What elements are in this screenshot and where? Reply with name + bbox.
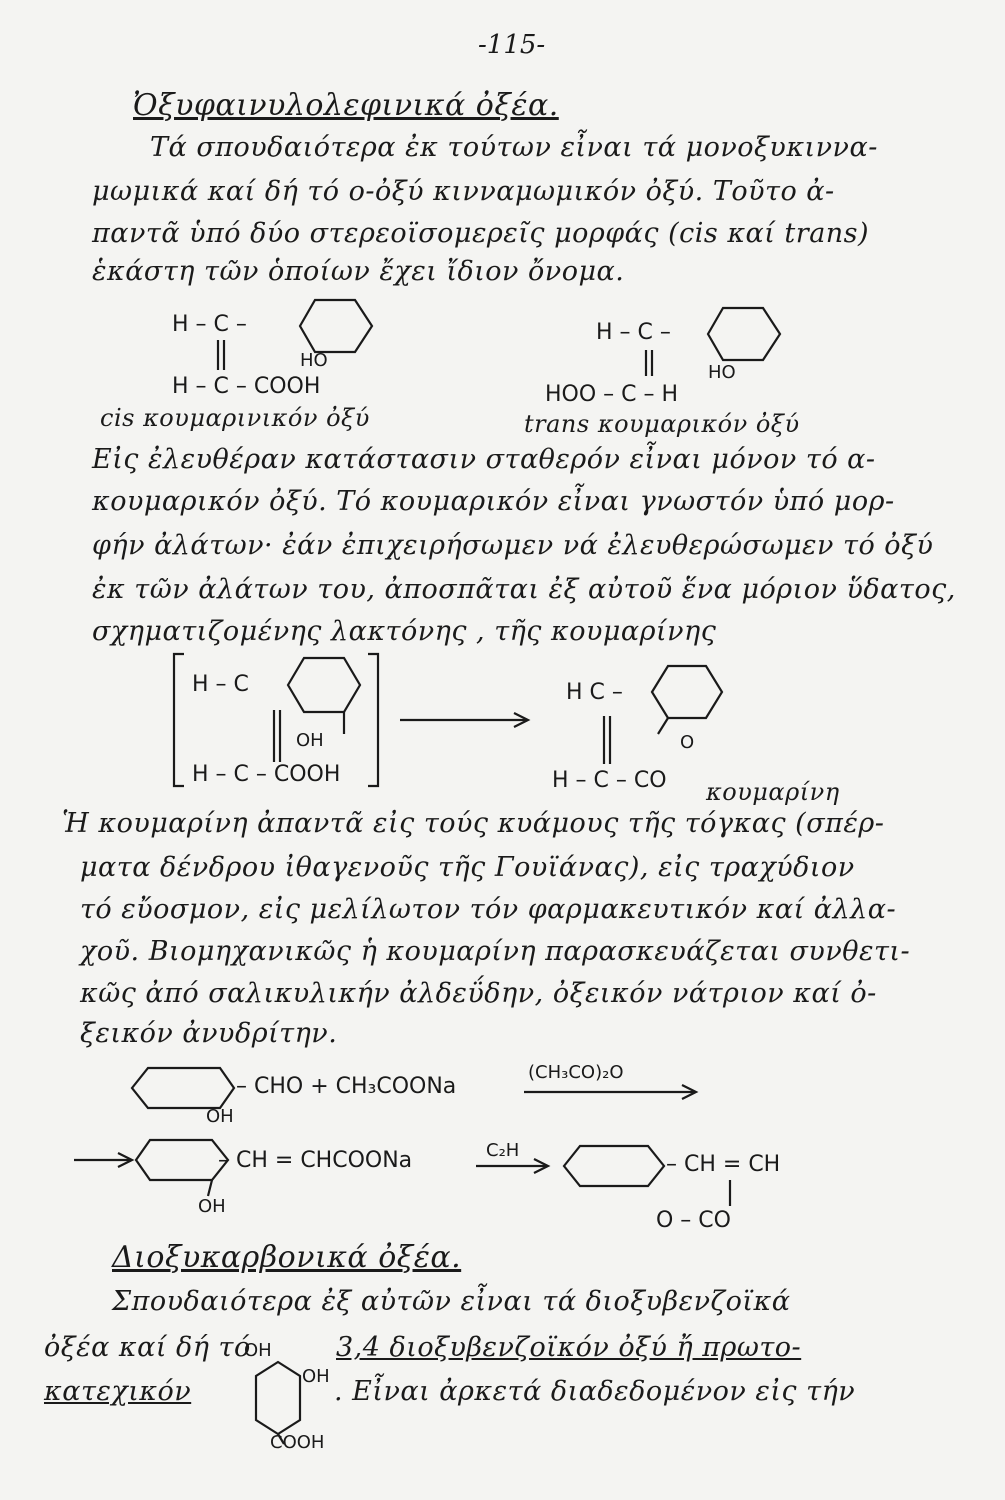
reaction-right-top: H C – (566, 680, 623, 705)
paragraph-line: Ἡ κουμαρίνη ἀπαντᾶ εἰς τούς κυάμους τῆς τόγκας (σπέρ- (62, 808, 885, 839)
single-bond-icon (724, 1178, 738, 1208)
paragraph-line: Τά σπουδαιότερα ἐκ τούτων εἶναι τά μονοξυκιννα- (150, 132, 878, 163)
paragraph-line: τό εὔοσμον, εἰς μελίλωτον τόν φαρμακευτικόν καί ἀλλα- (80, 894, 897, 925)
paragraph-line: ἐκ τῶν ἀλάτων του, ἀποσπᾶται ἐξ αὐτοῦ ἕνα μόριον ὕδατος, (92, 574, 956, 605)
benzene-ring-icon (688, 304, 788, 364)
paragraph-line: φήν ἀλάτων· ἐάν ἐπιχειρήσωμεν νά ἐλευθερώσωμεν τό ὀξύ (92, 530, 934, 561)
paragraph-line: κουμαρικόν ὀξύ. Τό κουμαρικόν εἶναι γνωστόν ὑπό μορ- (92, 486, 895, 517)
section-heading-dioxycarbonic: Διοξυκαρβονικά ὀξέα. (112, 1240, 462, 1275)
reaction-right-o: O (680, 732, 695, 753)
salicylaldehyde-formula: – CHO + CH₃COONa (236, 1074, 457, 1099)
double-bond-icon (212, 338, 232, 372)
section-heading-oxyphenylolefinic: Ὀξυφαινυλολεφινικά ὀξέα. (133, 88, 559, 123)
paragraph-line: Σπουδαιότερα ἐξ αὐτῶν εἶναι τά διοξυβενζοϊκά (112, 1286, 791, 1317)
benzene-ring-icon (280, 296, 380, 356)
double-bond-icon (598, 714, 618, 766)
benzene-ring-icon (128, 1066, 238, 1110)
reaction-left-oh: OH (296, 730, 324, 751)
formula-cis-ho: HO (300, 350, 328, 371)
protocatechuic-cooh: COOH (270, 1432, 325, 1453)
protocatechuic-oh-top: OH (244, 1340, 272, 1361)
paragraph-line: Εἰς ἐλευθέραν κατάστασιν σταθερόν εἶναι μόνον τό α- (92, 444, 876, 475)
paragraph-line: κῶς ἀπό σαλικυλικήν ἀλδεΰδην, ὀξεικόν νάτριον καί ὀ- (80, 978, 877, 1009)
benzene-ring-icon (270, 654, 370, 716)
paragraph-line-underlined: κατεχικόν (44, 1376, 192, 1407)
formula-cis-top: H – C – (172, 312, 247, 337)
hydroxyl-label: OH (198, 1196, 226, 1217)
paragraph-line: ματα δένδρου ἰθαγενοῦς τῆς Γουϊάνας), εἰς τραχύδιον (80, 852, 855, 883)
reagent-acetic-anhydride: (CH₃CO)₂O (528, 1062, 624, 1083)
paragraph-line: παντᾶ ὑπό δύο στερεοϊσομερεῖς μορφάς (cis καί trans) (92, 218, 870, 249)
product-coumarin: κουμαρίνη (706, 778, 840, 806)
paragraph-line-underlined: 3,4 διοξυβενζοϊκόν ὀξύ ἤ πρωτο- (336, 1332, 802, 1363)
paragraph-line: μωμικά καί δή τό ο-ὀξύ κινναμωμικόν ὀξύ. Τοῦτο ἀ- (92, 176, 835, 207)
page-number: -115- (478, 30, 546, 60)
benzene-ring-icon (640, 662, 740, 742)
paragraph-line: ὀξέα καί δή τό (44, 1332, 251, 1363)
reaction-left-bottom: H – C – COOH (192, 762, 341, 787)
coumarin-product-top: – CH = CH (666, 1152, 781, 1177)
reaction-arrow-icon (398, 710, 533, 730)
caption-trans: trans κουμαρικόν ὀξύ (524, 410, 800, 438)
sodium-cinnamate-formula: – CH = CHCOONa (218, 1148, 413, 1173)
reaction-right-bottom: H – C – CO (552, 768, 667, 793)
benzene-ring-icon (560, 1144, 670, 1194)
formula-cis-bottom: H – C – COOH (172, 374, 321, 399)
paragraph-line: ἑκάστη τῶν ὁποίων ἔχει ἴδιον ὄνομα. (92, 256, 625, 287)
caption-cis: cis κουμαρινικόν ὀξύ (100, 404, 370, 432)
formula-trans-ho: HO (708, 362, 736, 383)
formula-trans-top: H – C – (596, 320, 671, 345)
paragraph-line: . Εἶναι ἀρκετά διαδεδομένον εἰς τήν (334, 1376, 856, 1407)
coumarin-product-bottom: O – CO (656, 1208, 731, 1233)
reaction-arrow-icon (522, 1082, 702, 1102)
double-bond-icon (268, 708, 288, 764)
paragraph-line: σχηματιζομένης λακτόνης , τῆς κουμαρίνης (92, 616, 717, 647)
formula-trans-bottom: HOO – C – H (545, 382, 679, 407)
paragraph-line: ξεικόν ἀνυδρίτην. (80, 1018, 338, 1049)
protocatechuic-oh-right: OH (302, 1366, 330, 1387)
double-bond-icon (640, 348, 660, 378)
reaction-left-top: H – C (192, 672, 249, 697)
reaction-arrow-icon (474, 1156, 554, 1176)
hydroxyl-label: OH (206, 1106, 234, 1127)
paragraph-line: χοῦ. Βιομηχανικῶς ἡ κουμαρίνη παρασκευάζεται συνθετι- (80, 936, 911, 967)
reagent-label: C₂H (486, 1140, 520, 1161)
